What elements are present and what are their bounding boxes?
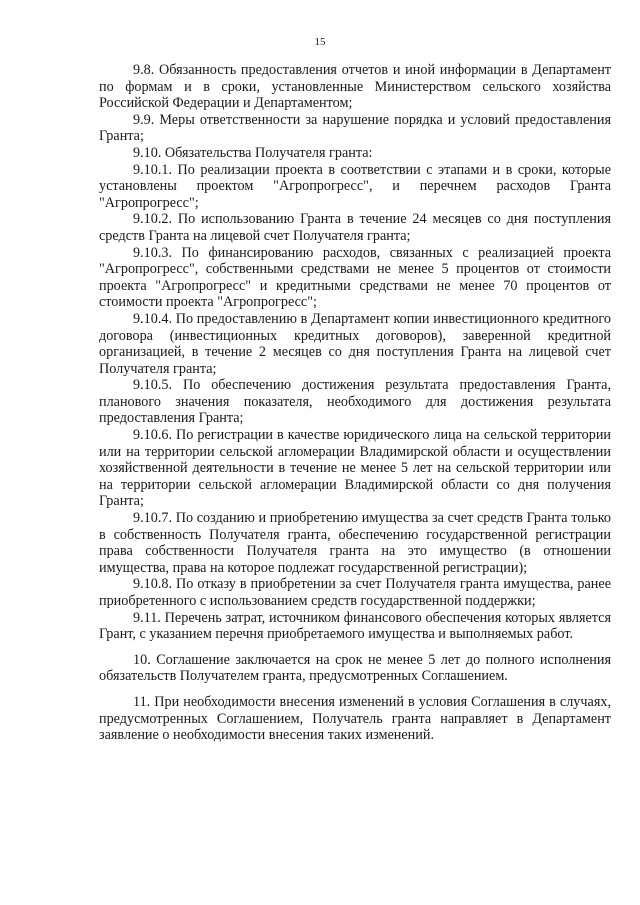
page-number: 15 — [314, 36, 326, 48]
paragraph-9-10-7: 9.10.7. По созданию и приобретению имущества за счет средств Гранта только в собственность Получателя гранта, обеспечению государственной регистрации права собственности Получателя гранта на это имущество (в отношении имущества, права на которое подлежат государственной регистрации); — [99, 510, 611, 576]
paragraph-9-10-6: 9.10.6. По регистрации в качестве юридического лица на сельской территории или на территории сельской агломерации Владимирской области и осуществлении хозяйственной деятельности в течение не менее 5 лет на сельской территории или на территории сельской агломерации Владимирской области со дня получения Гранта; — [99, 427, 611, 510]
paragraph-9-10: 9.10. Обязательства Получателя гранта: — [133, 144, 373, 161]
paragraph-9-10-5: 9.10.5. По обеспечению достижения результата предоставления Гранта, планового значения показателя, необходимого для достижения результата предоставления Гранта; — [99, 377, 611, 427]
paragraph-9-9: 9.9. Меры ответственности за нарушение порядка и условий предоставления Гранта; — [99, 111, 611, 145]
paragraph-9-10-1: 9.10.1. По реализации проекта в соответствии с этапами и в сроки, которые установлены проектом "Агропрогресс", и перечнем расходов Гранта "Агропрогресс"; — [99, 161, 611, 211]
paragraph-11: 11. При необходимости внесения изменений в условия Соглашения в случаях, предусмотренных Соглашением, Получатель гранта направляет в Департамент заявление о необходимости внесения таких изменений. — [99, 693, 611, 744]
paragraph-10: 10. Соглашение заключается на срок не менее 5 лет до полного исполнения обязательств Получателем гранта, предусмотренных Соглашением. — [99, 651, 611, 685]
paragraph-9-10-4: 9.10.4. По предоставлению в Департамент копии инвестиционного кредитного договора (инвестиционных кредитных договоров), заверенной кредитной организацией, в течение 2 месяцев со дня поступления Гранта на лицевой счет Получателя гранта; — [99, 310, 611, 377]
paragraph-9-11: 9.11. Перечень затрат, источником финансового обеспечения которых является Грант, с указанием перечня приобретаемого имущества и выполняемых работ. — [99, 609, 611, 643]
paragraph-9-10-3: 9.10.3. По финансированию расходов, связанных с реализацией проекта "Агропрогресс", собственными средствами не менее 5 процентов от стоимости проекта "Агропрогресс" и кредитными средствами не менее 70 процентов от стоимости проекта "Агропрогресс"; — [99, 244, 611, 311]
paragraph-9-10-8: 9.10.8. По отказу в приобретении за счет Получателя гранта имущества, ранее приобретенного с использованием средств государственной поддержки; — [99, 576, 611, 609]
paragraph-9-10-2: 9.10.2. По использованию Гранта в течение 24 месяцев со дня поступления средств Гранта на лицевой счет Получателя гранта; — [99, 211, 611, 244]
paragraph-9-8: 9.8. Обязанность предоставления отчетов и иной информации в Департамент по формам и в сроки, установленные Министерством сельского хозяйства Российской Федерации и Департаментом; — [99, 62, 611, 112]
document-body — [99, 62, 611, 744]
